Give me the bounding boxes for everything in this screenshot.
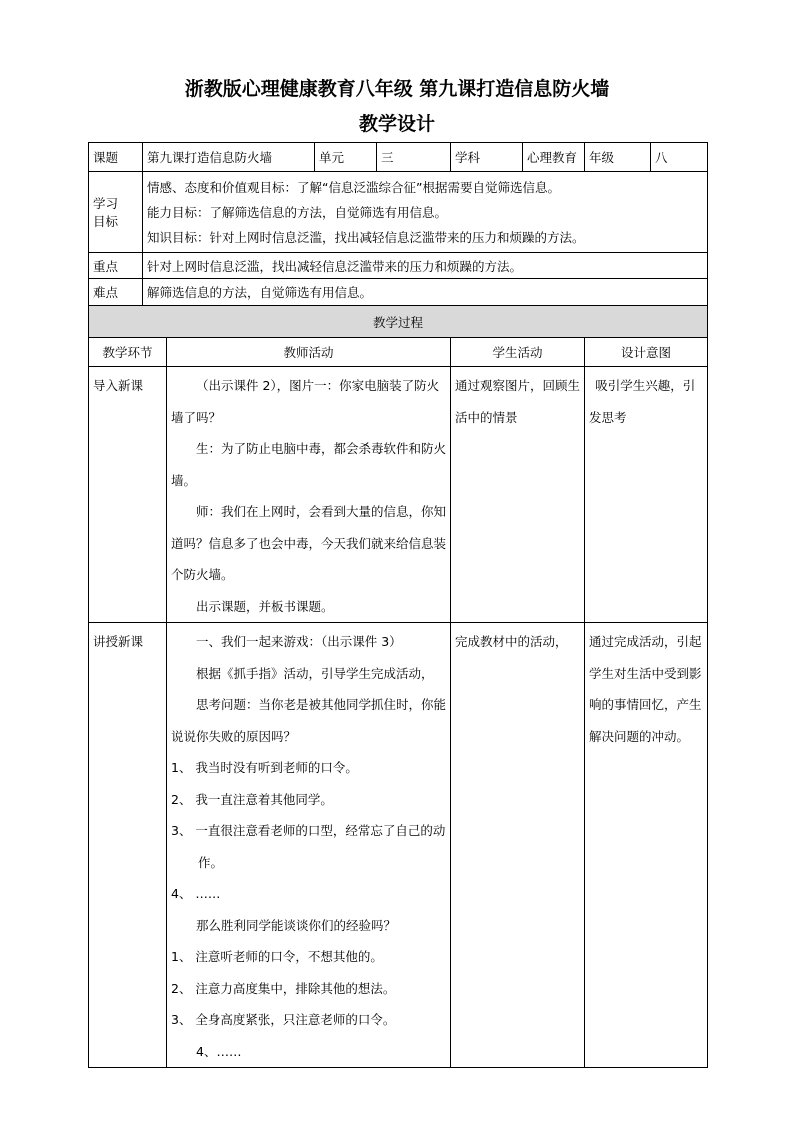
- lesson-plan-table: [88, 142, 708, 1068]
- column-stage: 教学环节: [89, 338, 167, 367]
- teacher-paragraph: （出示课件 2），图片一：你家电脑装了防火墙了吗？: [171, 378, 440, 425]
- key-point-row: [89, 253, 708, 279]
- objective-ability: 能力目标：了解筛选信息的方法，自觉筛选有用信息。: [147, 204, 448, 220]
- win-reason-item: 4、……: [196, 1043, 242, 1059]
- topic-label: 课题: [89, 143, 143, 172]
- process-row-intro: [89, 367, 708, 623]
- info-row: [89, 143, 708, 172]
- fail-reason-item: 2、 我一直注意着其他同学。: [171, 791, 333, 807]
- grade-label: 年级: [585, 143, 651, 172]
- grade-value: 八: [651, 143, 708, 172]
- process-header-row: [89, 306, 708, 338]
- difficulty-row: [89, 279, 708, 306]
- column-intent: 设计意图: [585, 338, 708, 367]
- teacher-paragraph: 生：为了防止电脑中毒，都会杀毒软件和防火墙。: [171, 441, 447, 488]
- subject-value: 心理教育: [523, 143, 585, 172]
- design-intent-intro: 吸引学生兴趣，引发思考: [585, 367, 708, 623]
- objectives-content: [143, 172, 708, 253]
- key-point-text: 针对上网时信息泛滥，找出减轻信息泛滥带来的压力和烦躁的方法。: [143, 253, 708, 279]
- process-row-teaching: [89, 623, 708, 1068]
- objective-knowledge: 知识目标：针对上网时信息泛滥，找出减轻信息泛滥带来的压力和烦躁的方法。: [147, 229, 585, 245]
- objectives-label-line2: 目标: [93, 214, 119, 229]
- objectives-row: [89, 172, 708, 253]
- subject-label: 学科: [451, 143, 523, 172]
- column-student: 学生活动: [451, 338, 585, 367]
- key-point-label: 重点: [89, 253, 143, 279]
- unit-label: 单元: [315, 143, 377, 172]
- objectives-label: [89, 172, 143, 253]
- column-header-row: [89, 338, 708, 367]
- document-subtitle: 教学设计: [358, 113, 435, 135]
- difficulty-text: 解筛选信息的方法，自觉筛选有用信息。: [143, 279, 708, 306]
- unit-value: 三: [377, 143, 451, 172]
- objective-emotion: 情感、态度和价值观目标：了解“信息泛滥综合征”根据需要自觉筛选信息。: [147, 179, 560, 195]
- difficulty-label: 难点: [89, 279, 143, 306]
- teacher-paragraph: 根据《抓手指》活动，引导学生完成活动，: [196, 665, 434, 681]
- teacher-paragraph: 师：我们在上网时，会看到大量的信息，你知道吗？信息多了也会中毒，今天我们就来给信息装个防火墙。: [171, 504, 447, 582]
- student-activity-teaching: 完成教材中的活动，: [451, 623, 585, 1068]
- fail-reason-item: 3、 一直很注意看老师的口型，经常忘了自己的动作。: [171, 823, 446, 870]
- teacher-activity-teaching: [167, 623, 451, 1068]
- win-reason-item: 2、 注意力高度集中，排除其他的想法。: [171, 980, 396, 996]
- teacher-activity-intro: [167, 367, 451, 623]
- teacher-paragraph: 出示课题，并板书课题。: [196, 598, 334, 614]
- topic-value: 第九课打造信息防火墙: [143, 143, 315, 172]
- process-header: 教学过程: [89, 306, 708, 338]
- win-reason-item: 1、 注意听老师的口令，不想其他的。: [171, 949, 383, 964]
- objectives-label-line1: 学习: [93, 196, 119, 211]
- teacher-paragraph: 思考问题：当你老是被其他同学抓住时，你能说说你失败的原因吗？: [171, 697, 447, 744]
- win-reason-item: 3、 全身高度紧张，只注意老师的口令。: [171, 1012, 396, 1027]
- student-activity-intro: 通过观察图片，回顾生活中的情景: [451, 367, 585, 623]
- stage-teaching: 讲授新课: [89, 623, 167, 1068]
- win-question: 那么胜利同学能谈谈你们的经验吗？: [196, 917, 397, 933]
- column-teacher: 教师活动: [167, 338, 451, 367]
- document-title: 浙教版心理健康教育八年级 第九课打造信息防火墙: [184, 78, 610, 100]
- teacher-paragraph: 一、我们一起来游戏：（出示课件 3）: [196, 634, 402, 649]
- fail-reason-item: 1、 我当时没有听到老师的口令。: [171, 760, 358, 775]
- stage-intro: 导入新课: [89, 367, 167, 623]
- design-intent-teaching: 通过完成活动，引起学生对生活中受到影响的事情回忆，产生解决问题的冲动。: [585, 623, 708, 1068]
- fail-reason-item: 4、 ……: [171, 886, 221, 901]
